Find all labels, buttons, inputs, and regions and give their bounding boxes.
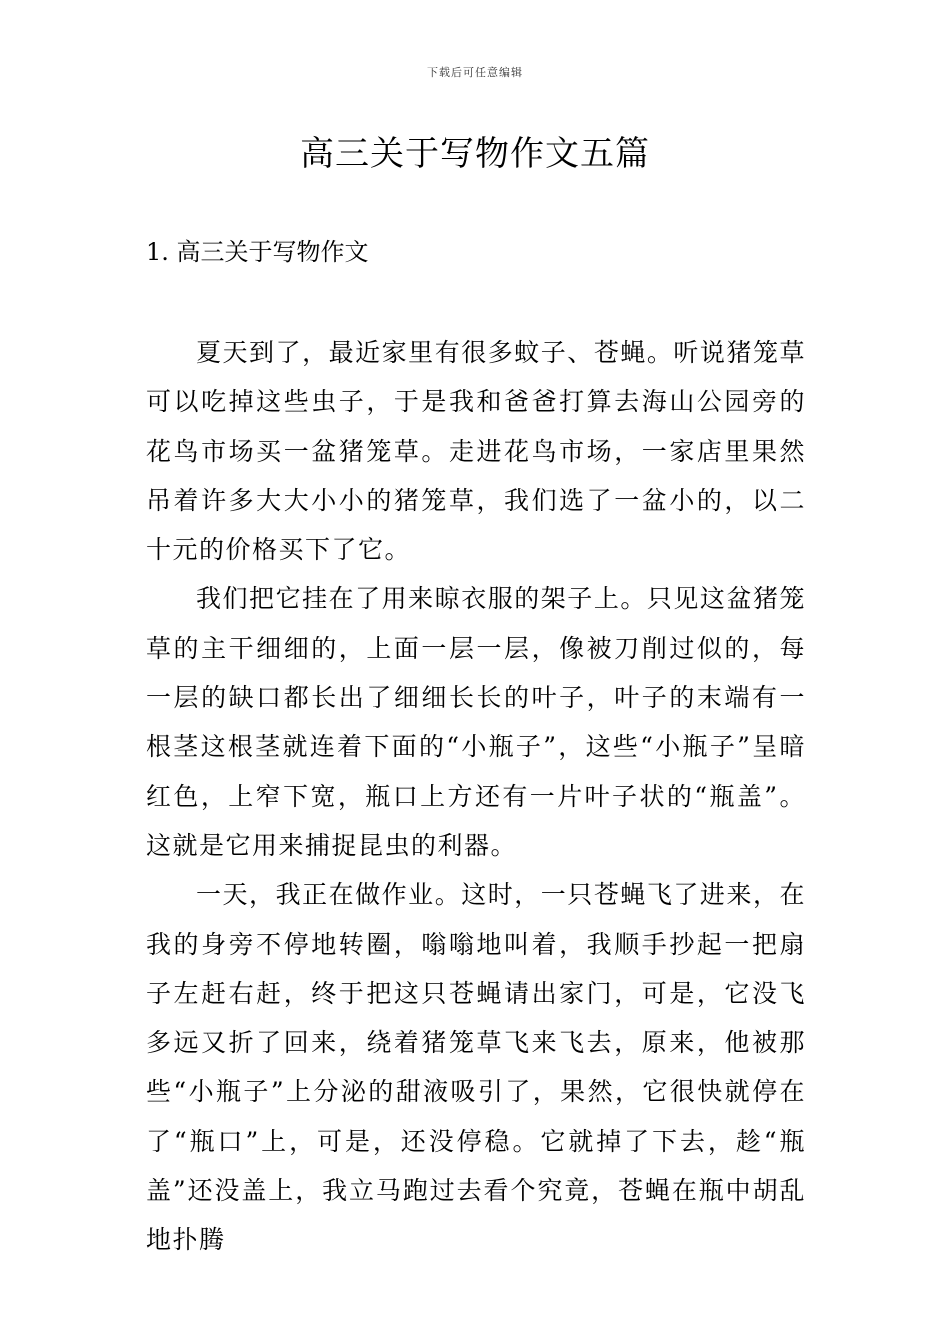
document-title: 高三关于写物作文五篇	[300, 134, 650, 174]
paragraph-2: 我们把它挂在了用来晾衣服的架子上。只见这盆猪笼草的主干细细的，上面一层一层，像被刀削过似的，每一层的缺口都长出了细细长长的叶子，叶子的末端有一根茎这根茎就连着下面的“小瓶子”，这些“小瓶子”呈暗红色，上窄下宽，瓶口上方还有一片叶子状的“瓶盖”。这就是它用来捕捉昆虫的利器。	[146, 584, 806, 860]
essay-body	[146, 328, 806, 1265]
section-heading: 1. 高三关于写物作文	[146, 238, 369, 266]
paragraph-3: 一天，我正在做作业。这时，一只苍蝇飞了进来，在我的身旁不停地转圈，嗡嗡地叫着，我顺手抄起一把扇子左赶右赶，终于把这只苍蝇请出家门，可是，它没飞多远又折了回来，绕着猪笼草飞来飞去，原来，他被那些“小瓶子”上分泌的甜液吸引了，果然，它很快就停在了“瓶口”上，可是，还没停稳。它就掉了下去，趁“瓶盖”还没盖上，我立马跑过去看个究竟，苍蝇在瓶中胡乱地扑腾	[146, 880, 806, 1255]
header-note: 下载后可任意编辑	[427, 66, 523, 79]
paragraph-1: 夏天到了，最近家里有很多蚊子、苍蝇。听说猪笼草可以吃掉这些虫子，于是我和爸爸打算去海山公园旁的花鸟市场买一盆猪笼草。走进花鸟市场，一家店里果然吊着许多大大小小的猪笼草，我们选了一盆小的，以二十元的价格买下了它。	[146, 338, 806, 565]
